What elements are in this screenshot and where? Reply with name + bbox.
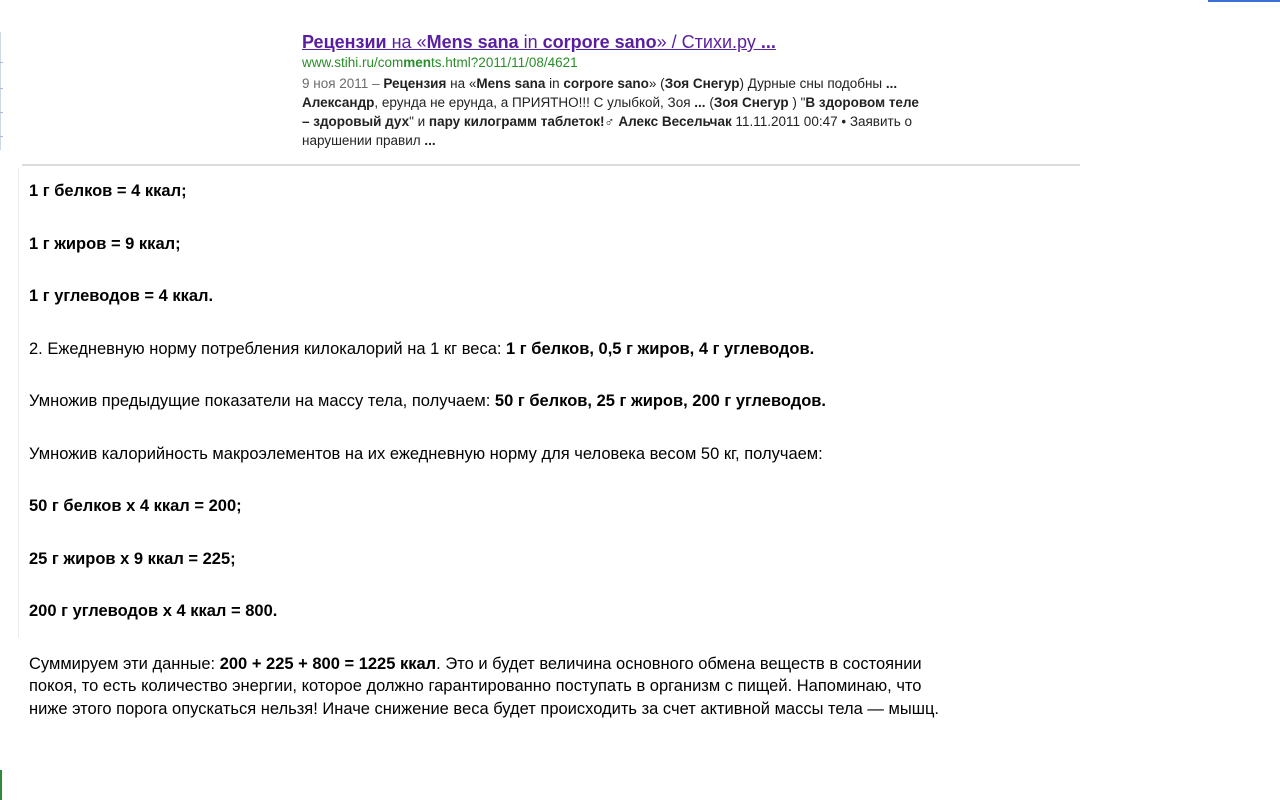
left-edge-tick <box>0 136 3 137</box>
left-edge-tick <box>0 62 3 63</box>
article-summary-paragraph: Суммируем эти данные: 200 + 225 + 800 = 1225 ккал. Это и будет величина основного обмена веществ в состоянии покоя, то есть количество энергии, которое должно гарантированно поступать в организм с пищей. Напоминаю, что ниже этого порога опускаться нельзя! Иначе снижение веса будет происходить за счет активной массы тела — мышц. <box>29 654 939 718</box>
article-line-protein-calc: 50 г белков х 4 ккал = 200; <box>29 497 242 515</box>
article-line-multiply-intro: Умножив калорийность макроэлементов на их ежедневную норму для человека весом 50 кг, получаем: <box>29 444 823 463</box>
article-body <box>29 180 944 720</box>
article-line-protein-kcal: 1 г белков = 4 ккал; <box>29 182 187 200</box>
search-result <box>302 31 942 150</box>
article-line-fat-kcal: 1 г жиров = 9 ккал; <box>29 234 181 253</box>
article-line-daily-norm: 2. Ежедневную норму потребления килокалорий на 1 кг веса: 1 г белков, 0,5 г жиров, 4 г углеводов. <box>29 339 815 358</box>
left-edge-green-mark <box>0 770 2 800</box>
article-line-carb-calc: 200 г углеводов х 4 ккал = 800. <box>29 602 278 620</box>
article-line-fat-calc: 25 г жиров х 9 ккал = 225; <box>29 549 236 568</box>
result-date: 9 ноя 2011 – <box>302 76 384 91</box>
top-accent-bar <box>1208 0 1280 2</box>
left-edge-tick <box>0 88 3 89</box>
search-result-snippet: 9 ноя 2011 – Рецензия на «Mens sana in corpore sano» (Зоя Снегур) Дурные сны подобны ... Александр, ерунда не ерунда, а ПРИЯТНО!!! С улыбкой, Зоя ... (Зоя Снегур ) "В здоровом теле – здоровый дух" и пару килограмм таблеток!♂ Алекс Весельчак 11.11.2011 00:47 • Заявить о нарушении правил ... <box>302 76 919 148</box>
search-result-title-link[interactable]: Рецензии на «Mens sana in corpore sano» / Стихи.ру ... <box>302 32 776 52</box>
left-edge-tick <box>0 112 3 113</box>
article-line-body-mass: Умножив предыдущие показатели на массу тела, получаем: 50 г белков, 25 г жиров, 200 г углеводов. <box>29 392 827 410</box>
section-divider <box>22 164 1080 166</box>
article-line-carb-kcal: 1 г углеводов = 4 ккал. <box>29 287 214 305</box>
left-edge-line <box>0 32 1 150</box>
content-left-border <box>18 168 19 638</box>
search-result-url: www.stihi.ru/comments.html?2011/11/08/4621 <box>302 55 578 70</box>
